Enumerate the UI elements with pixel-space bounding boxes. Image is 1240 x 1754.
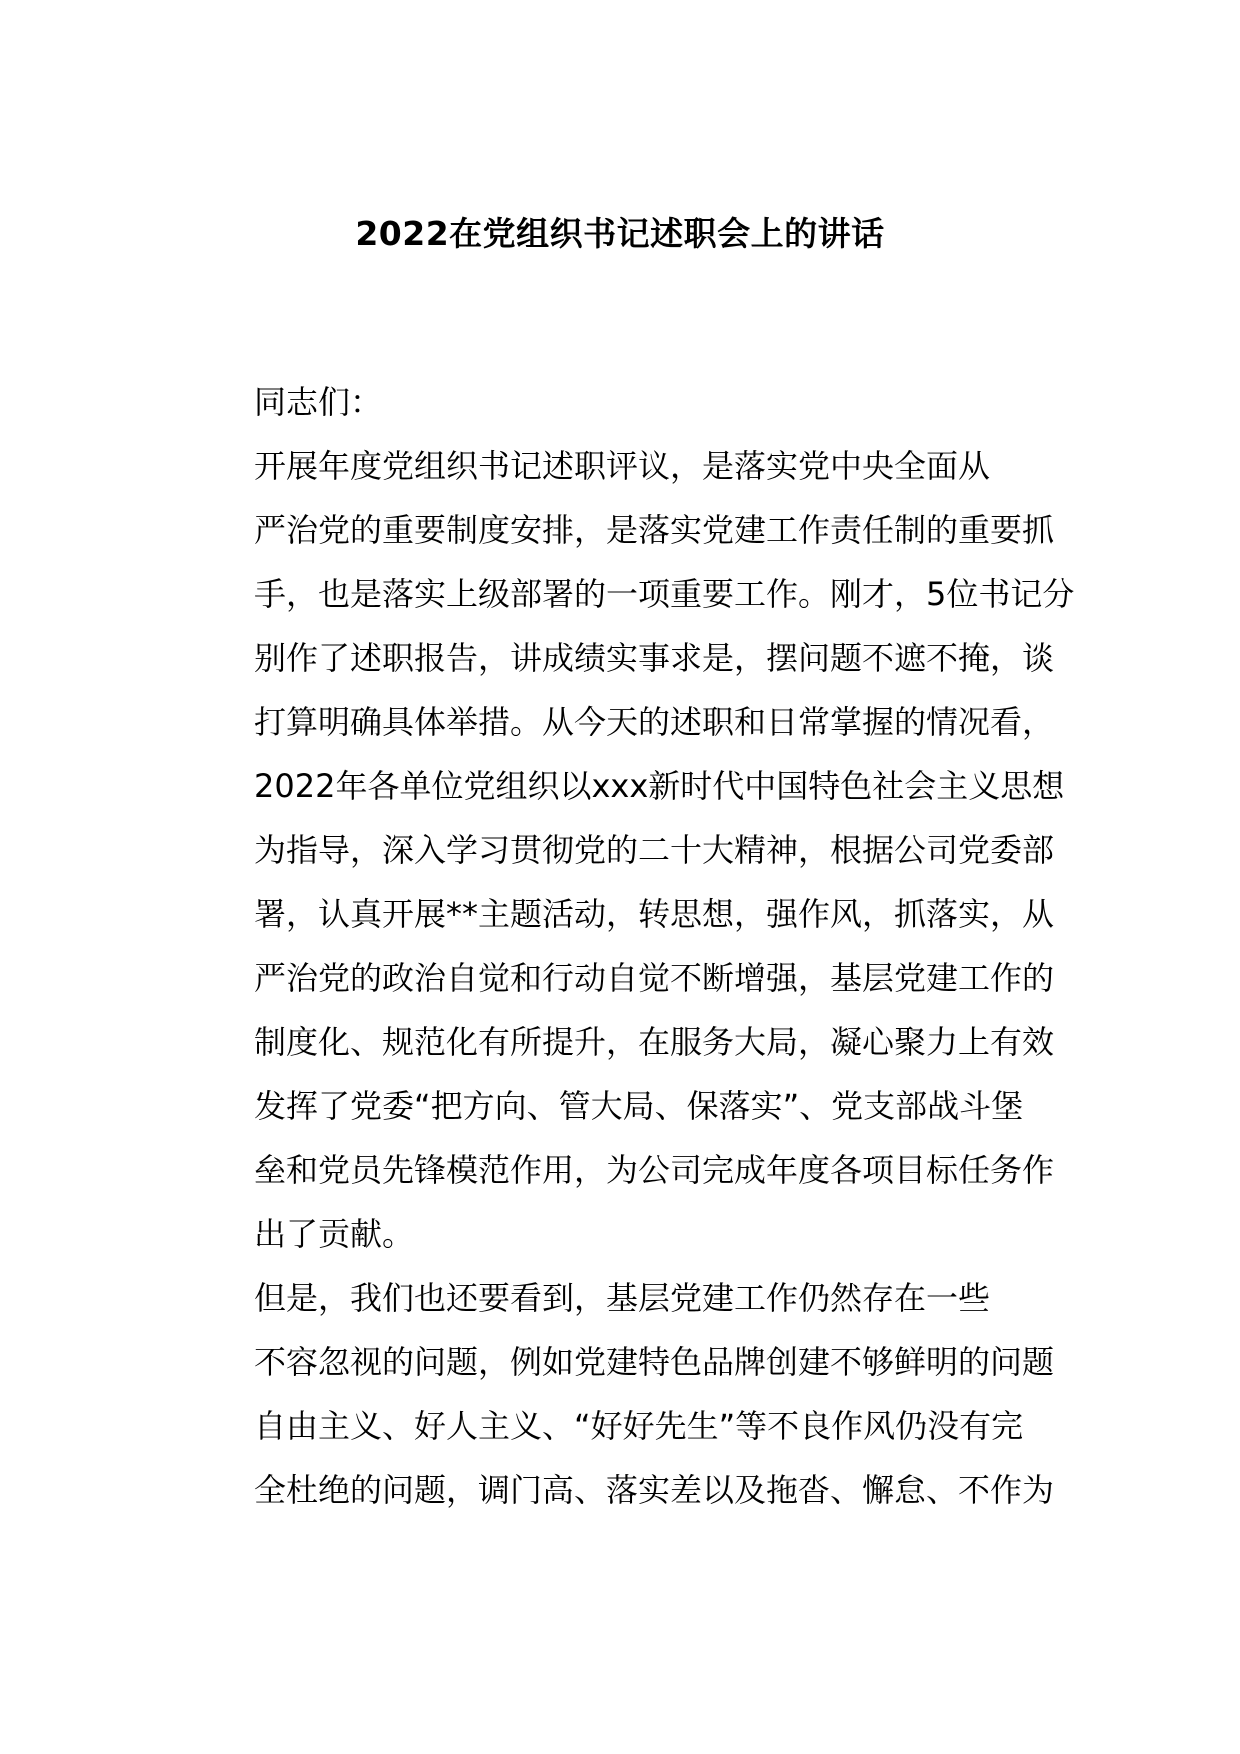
text-line: 制度化、规范化有所提升，在服务大局，凝心聚力上有效	[254, 1023, 1055, 1061]
text-line: 为指导，深入学习贯彻党的二十大精神，根据公司党委部	[254, 831, 1055, 869]
text-line: 别作了述职报告，讲成绩实事求是，摆问题不遮不掩，谈	[254, 639, 1055, 677]
paragraph-2	[188, 1266, 1055, 1522]
text-line: 严治党的重要制度安排，是落实党建工作责任制的重要抓	[254, 511, 1055, 549]
paragraph-1	[188, 434, 1075, 1266]
text-line: 全杜绝的问题，调门高、落实差以及拖沓、懈怠、不作为	[254, 1471, 1055, 1509]
text-line: 发挥了党委“把方向、管大局、保落实”、党支部战斗堡	[254, 1087, 1024, 1125]
text-line: 但是，我们也还要看到，基层党建工作仍然存在一些	[254, 1279, 991, 1317]
document-body	[188, 370, 1075, 1522]
text-line: 2022年各单位党组织以xxx新时代中国特色社会主义思想	[254, 767, 1065, 805]
text-line: 出了贡献。	[254, 1215, 415, 1253]
greeting: 同志们：	[254, 383, 383, 421]
text-line: 严治党的政治自觉和行动自觉不断增强，基层党建工作的	[254, 959, 1055, 997]
text-line: 开展年度党组织书记述职评议，是落实党中央全面从	[254, 447, 991, 485]
text-line: 不容忽视的问题，例如党建特色品牌创建不够鲜明的问题	[254, 1343, 1055, 1381]
text-line: 自由主义、好人主义、“好好先生”等不良作风仍没有完	[254, 1407, 1024, 1445]
text-line: 垒和党员先锋模范作用，为公司完成年度各项目标任务作	[254, 1151, 1055, 1189]
text-line: 署，认真开展**主题活动，转思想，强作风，抓落实，从	[254, 895, 1055, 933]
document-title: 2022在党组织书记述职会上的讲话	[355, 214, 885, 253]
text-line: 打算明确具体举措。从今天的述职和日常掌握的情况看，	[254, 703, 1055, 741]
text-line: 手，也是落实上级部署的一项重要工作。刚才，5位书记分	[254, 575, 1075, 613]
